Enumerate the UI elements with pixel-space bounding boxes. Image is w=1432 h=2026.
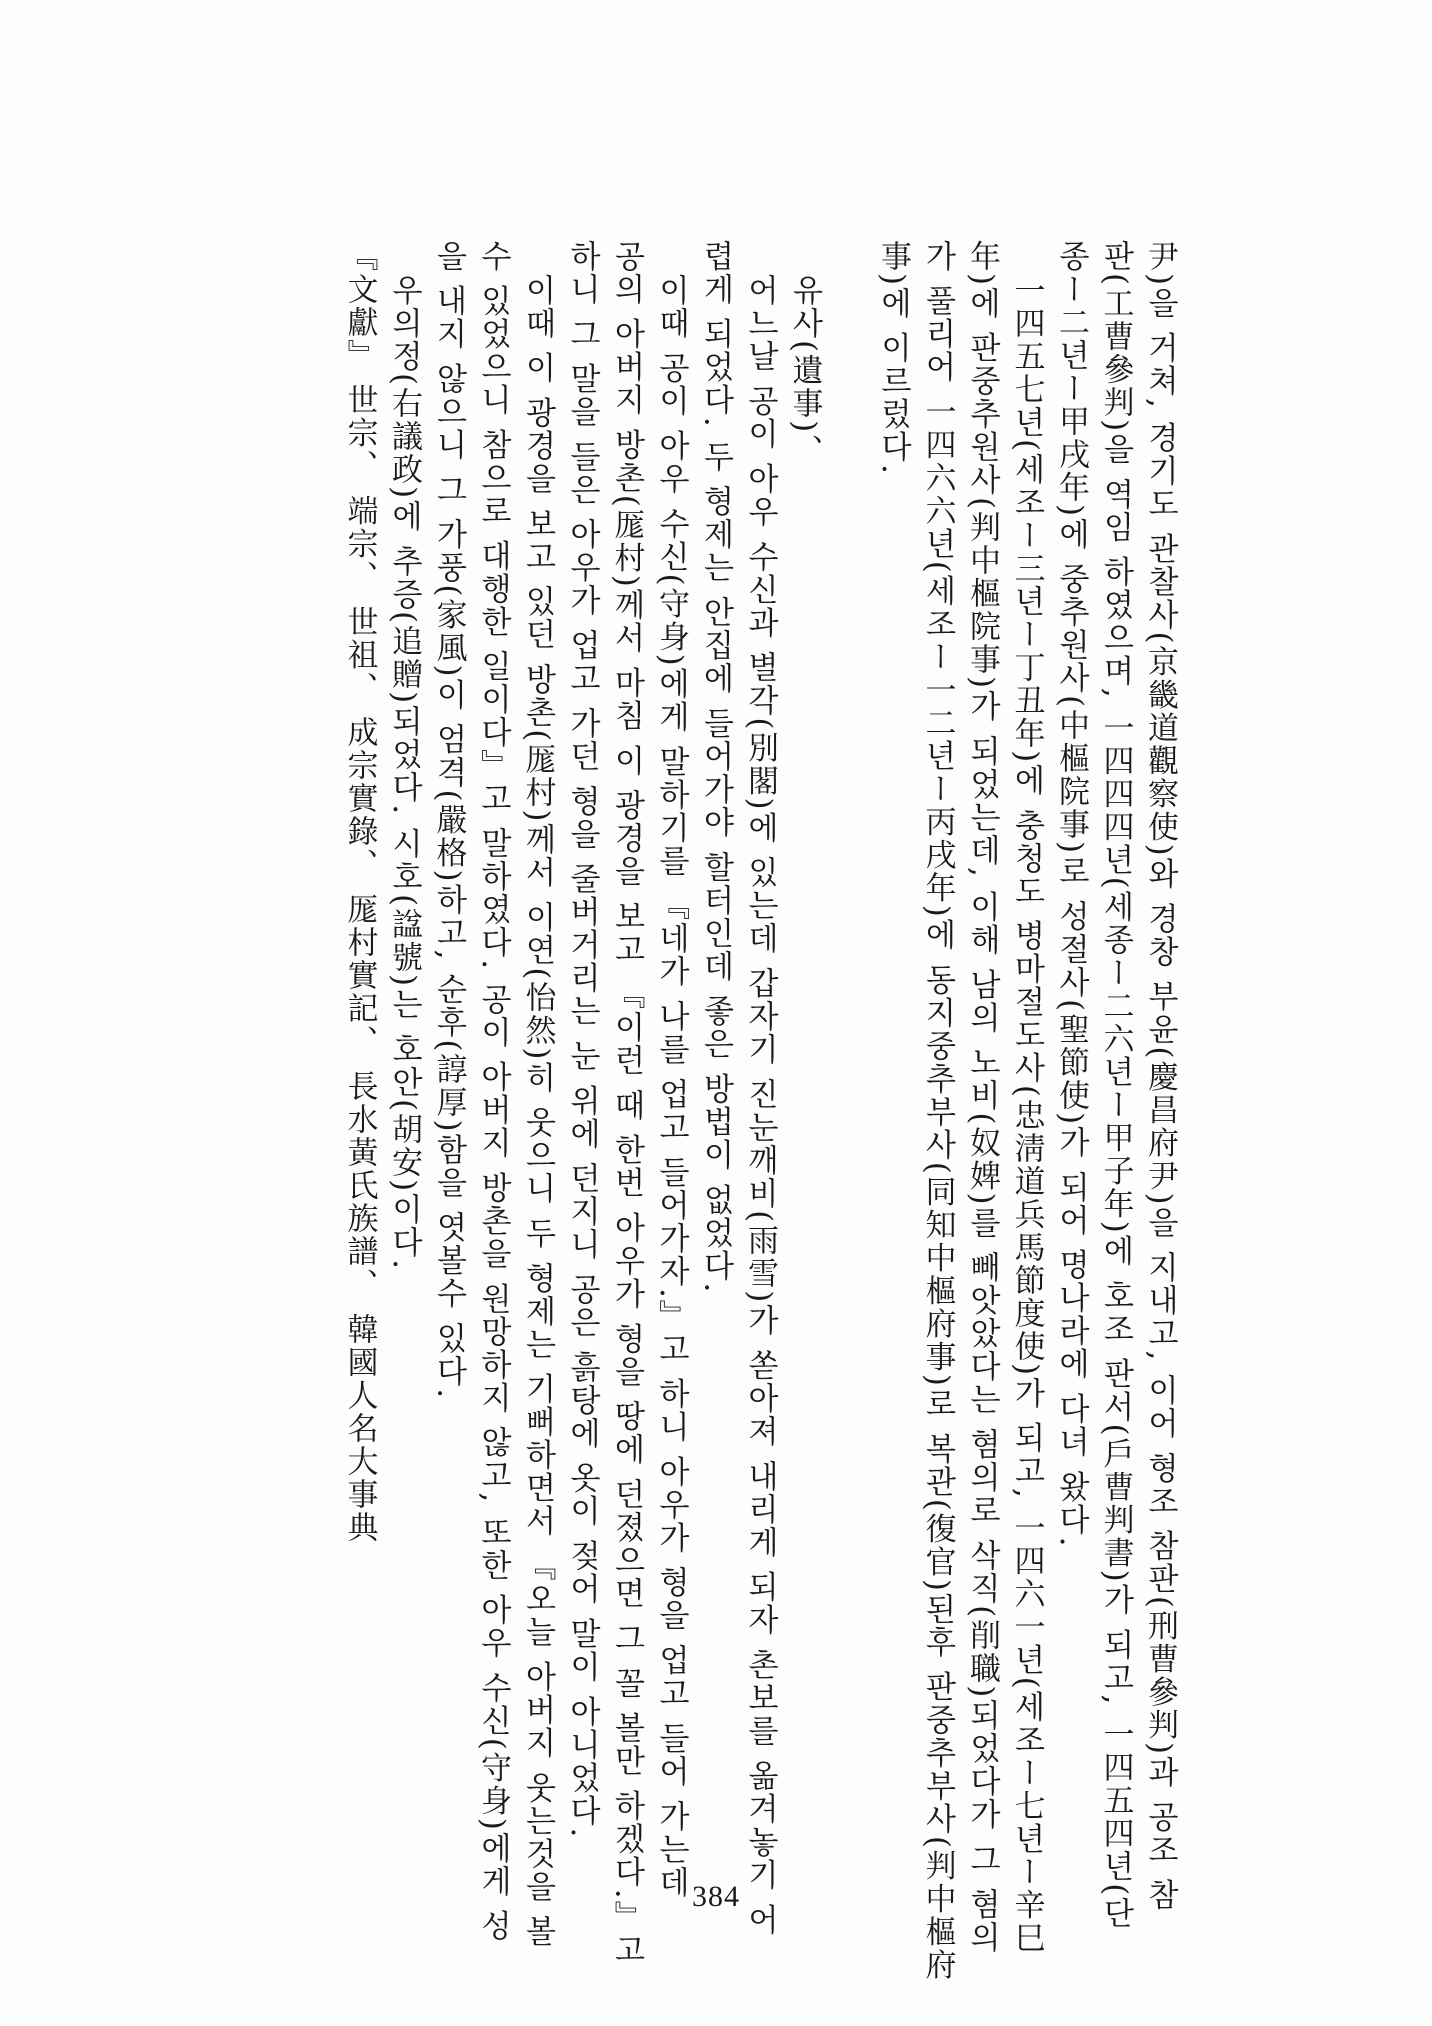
text-line: 판(工曹參判)을 역임 하였으며, 一四四四년(세종ー二六년ー甲子年)에 호조 판서(戶曹判書)가 되고, 一四五四년(단 xyxy=(1097,240,1134,1931)
text-line: 事)에 이르렀다. xyxy=(875,240,911,476)
text-line: 이때 공이 아우 수신(守身)에게 말하기를 『네가 나를 업고 들어가자.』고 하니 아우가 형을 업고 들어 가는데 xyxy=(653,274,689,1899)
section-gap xyxy=(827,240,871,1800)
text-line: 하니 그 말을 들은 아우가 업고 가던 형을 줄버거리는 눈 위에 던지니 공은 흙탕에 옷이 젖어 말이 아니었다. xyxy=(564,240,600,1840)
text-line: 이때 이 광경을 보고 있던 방촌(厖村)께서 이연(怡然)히 웃으니 두 형제는 기뻐하면서 『오늘 아버지 웃는것을 볼 xyxy=(519,274,556,1949)
text-line: 가 풀리어 一四六六년(세조ー一二년ー丙戌年)에 동지중추부사(同知中樞府事)로 복관(復官)된후 판중추부사(判中樞府 xyxy=(919,240,956,1982)
section-heading: 유사(遺事)、 xyxy=(786,274,823,468)
text-line: 年)에 판중추원사(判中樞院事)가 되었는데, 이해 남의 노비(奴婢)를 빼앗았다는 혐의로 삭직(削職)되었다가 그 혐의 xyxy=(964,240,1000,1955)
text-line: 우의정(右議政)에 추증(追贈)되었다. 시호(諡號)는 호안(胡安)이다. xyxy=(386,274,422,1272)
references-line: 『文獻』 世宗、 端宗、 世祖、 成宗實錄、 厖村實記、 長水黃氏族譜、 韓國人名大事典 xyxy=(341,240,378,1544)
text-line: 렵게 되었다. 두 형제는 안집에 들어가야 할터인데 좋은 방법이 없었다. xyxy=(697,240,734,1295)
text-line: 종ー二년ー甲戌年)에 중추원사(中樞院事)로 성절사(聖節使)가 되어 명나라에 다녀 왔다. xyxy=(1053,240,1089,1549)
text-line: 一四五七년(세조ー三년ー丁丑年)에 충청도 병마절도사(忠淸道兵馬節度使)가 되고, 一四六一년(세조ー七년ー辛巳 xyxy=(1008,274,1045,1955)
page-number: 384 xyxy=(692,1880,740,1913)
text-line: 을 내지 않으니 그 가풍(家風)이 엄격(嚴格)하고, 순후(諄厚)함을 엿볼수 있다. xyxy=(430,240,467,1401)
text-line: 공의 아버지 방촌(厖村)께서 마침 이 광경을 보고 『이런 때 한번 아우가 형을 땅에 던졌으면 그 꼴 볼만 하겠다.』고 xyxy=(608,240,645,1967)
text-line: 어느날 공이 아우 수신과 별각(別閣)에 있는데 갑자기 진눈깨비(雨雪)가 쏟아져 내리게 되자 촌보를 옮겨놓기 어 xyxy=(742,274,778,1937)
text-line: 尹)을 거쳐, 경기도 관찰사(京畿道觀察使)와 경창 부윤(慶昌府尹)을 지내고, 이어 형조 참판(刑曹參判)과 공조 참 xyxy=(1142,240,1178,1912)
text-line: 수 있었으니 참으로 대행한 일이다』고 말하였다. 공이 아버지 방촌을 원망하지 않고, 또한 아우 수신(守身)에게 성 xyxy=(475,240,511,1943)
